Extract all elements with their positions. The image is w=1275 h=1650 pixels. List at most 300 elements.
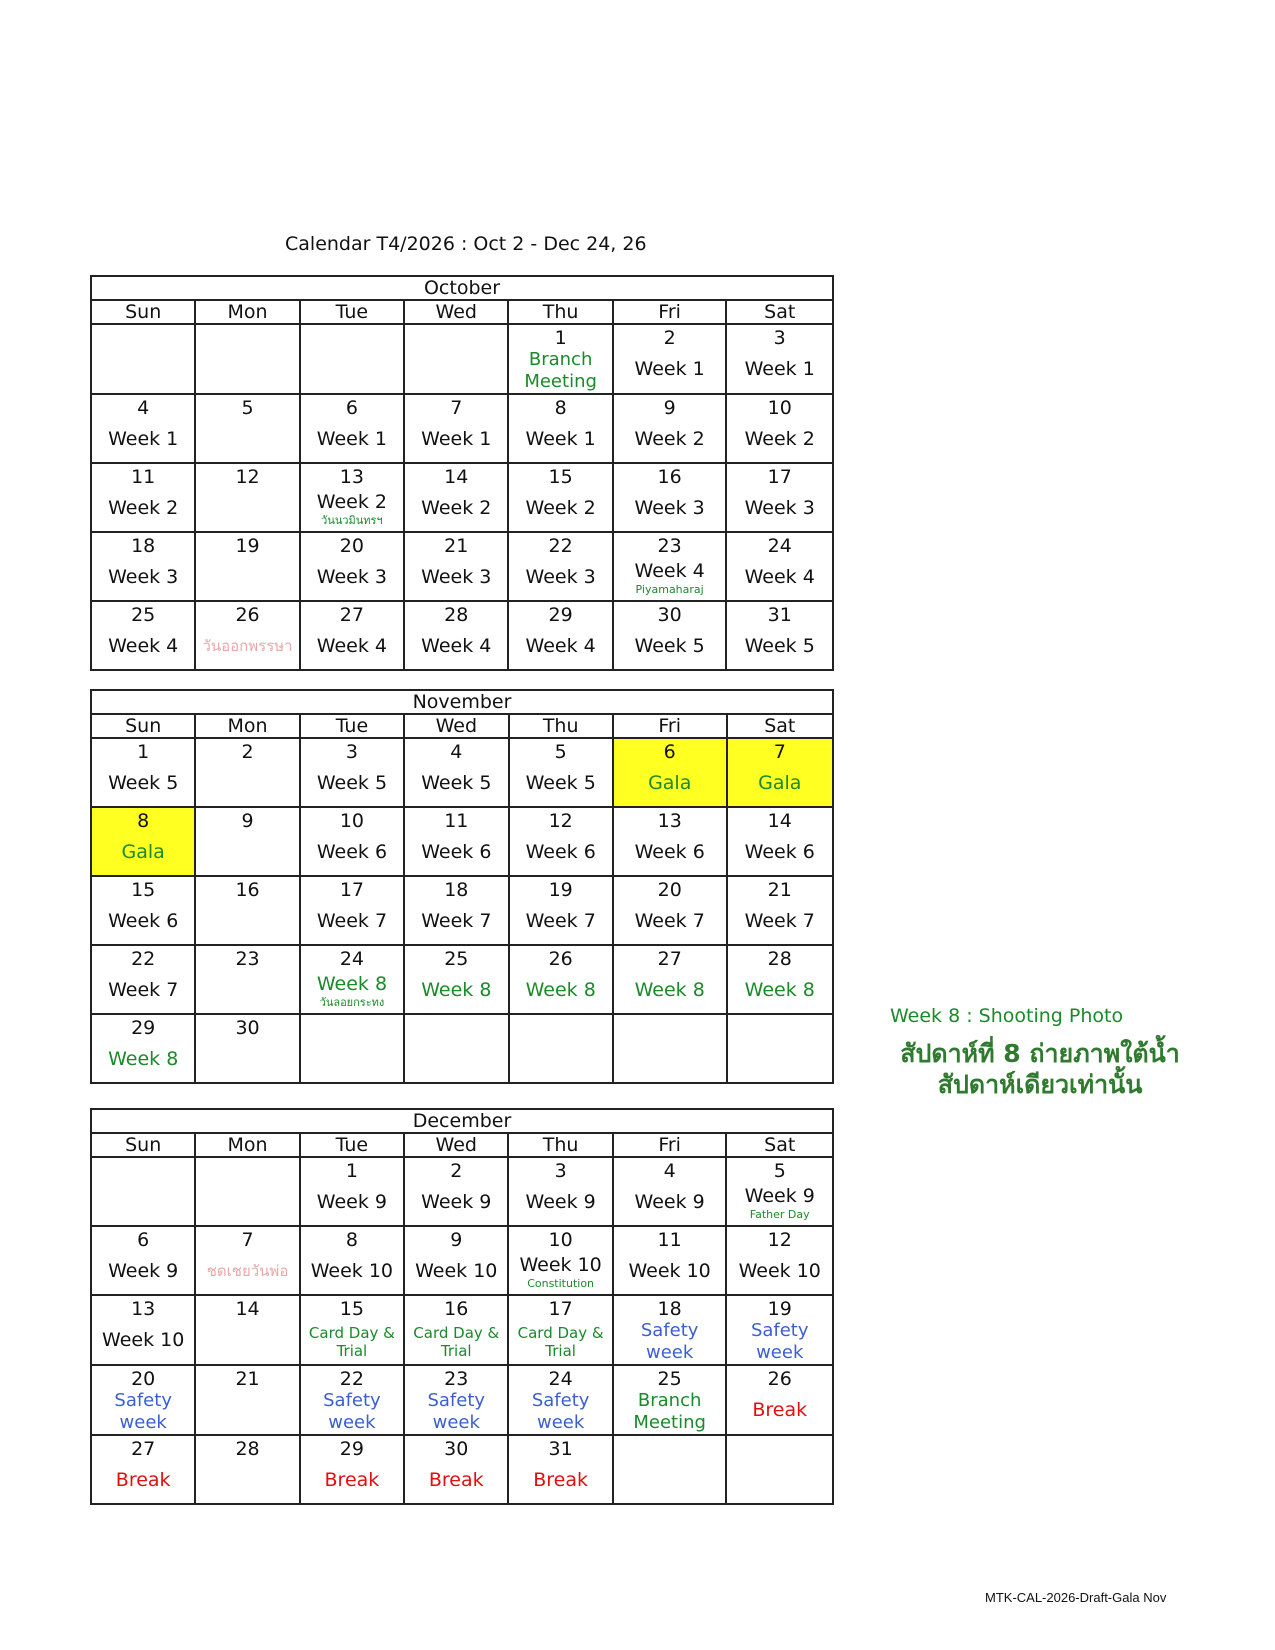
day-cell <box>404 1295 508 1365</box>
day-header-wed: Wed <box>404 1133 508 1157</box>
day-event: Week 8 <box>744 979 815 1001</box>
day-cell <box>195 807 299 876</box>
day-cell <box>195 601 299 670</box>
day-event: Week 7 <box>634 910 705 932</box>
day-number: 28 <box>444 604 469 626</box>
day-cell <box>613 738 727 807</box>
day-number <box>728 1017 832 1039</box>
day-number <box>301 327 403 349</box>
week-row <box>91 394 833 463</box>
day-number: 27 <box>339 604 364 626</box>
day-cell <box>300 1365 404 1435</box>
day-number <box>92 327 194 349</box>
day-cell <box>195 738 299 807</box>
day-number: 21 <box>235 1368 260 1390</box>
day-number <box>301 1017 403 1039</box>
day-number: 12 <box>235 466 260 488</box>
week-row <box>91 1435 833 1504</box>
day-number: 31 <box>767 604 792 626</box>
day-header-thu: Thu <box>509 714 613 738</box>
day-number: 2 <box>663 327 676 349</box>
day-header-tue: Tue <box>300 300 404 324</box>
day-event: Week 9 <box>316 1191 387 1213</box>
day-event: Week 1 <box>744 358 815 380</box>
day-header-tue: Tue <box>300 714 404 738</box>
month-name: October <box>91 276 833 300</box>
day-event: Safety week <box>323 1390 381 1433</box>
week-row <box>91 807 833 876</box>
day-cell <box>726 1226 833 1295</box>
day-number: 10 <box>339 810 365 832</box>
week8-note: Week 8 : Shooting Photo <box>890 1005 1124 1027</box>
day-header-sun: Sun <box>91 1133 195 1157</box>
day-number: 3 <box>554 1160 567 1182</box>
day-cell <box>613 1435 727 1504</box>
day-number: 11 <box>657 1229 682 1251</box>
day-number: 22 <box>131 948 156 970</box>
day-cell <box>195 876 299 945</box>
day-event: Gala <box>758 772 802 794</box>
day-number: 8 <box>345 1229 358 1251</box>
day-header-sun: Sun <box>91 714 195 738</box>
day-event: Week 9 <box>421 1191 492 1213</box>
day-number: 18 <box>444 879 469 901</box>
day-cell <box>300 1435 404 1504</box>
day-event: Week 1 <box>634 358 705 380</box>
day-cell <box>91 1365 195 1435</box>
day-cell <box>613 463 727 532</box>
day-subnote: วันลอยกระทง <box>319 996 385 1009</box>
day-event: Safety week <box>531 1390 590 1433</box>
day-cell <box>91 807 195 876</box>
day-number: 27 <box>131 1438 156 1460</box>
thai-note-line2: สัปดาห์เดียวเท่านั้น <box>937 1070 1143 1099</box>
day-event: Week 3 <box>744 497 815 519</box>
day-cell <box>509 945 613 1014</box>
thai-note-line1: สัปดาห์ที่ 8 ถ่ายภาพใต้น้ำ <box>900 1039 1180 1068</box>
day-number: 30 <box>235 1017 260 1039</box>
day-number: 9 <box>450 1229 463 1251</box>
day-cell <box>508 1157 612 1226</box>
day-number <box>92 1160 194 1182</box>
day-event: Break <box>324 1469 380 1491</box>
day-cell <box>508 324 612 394</box>
day-number: 3 <box>773 327 786 349</box>
day-event: Week 1 <box>108 428 179 450</box>
week-row <box>91 532 833 601</box>
day-cell <box>726 394 833 463</box>
day-cell <box>195 1295 299 1365</box>
day-cell <box>195 324 299 394</box>
day-cell <box>300 601 404 670</box>
week-row <box>91 601 833 670</box>
day-cell <box>300 876 404 945</box>
day-event: ชดเชยวันพ่อ <box>206 1262 289 1280</box>
day-cell <box>726 601 833 670</box>
day-header-sat: Sat <box>727 714 833 738</box>
day-cell <box>404 463 508 532</box>
day-event: Week 3 <box>634 497 705 519</box>
day-event: Week 2 <box>525 497 596 519</box>
week-row <box>91 463 833 532</box>
day-number: 28 <box>767 948 792 970</box>
day-event: Week 3 <box>525 566 596 588</box>
day-number: 29 <box>548 604 573 626</box>
day-cell <box>404 601 508 670</box>
day-event: Week 7 <box>316 910 388 932</box>
day-event: Week 7 <box>421 910 492 932</box>
day-cell <box>613 1226 727 1295</box>
day-number: 5 <box>241 397 254 419</box>
day-event: Card Day & Trial <box>517 1324 604 1360</box>
week-row <box>91 945 833 1014</box>
day-number: 13 <box>131 1298 156 1320</box>
day-cell <box>404 1435 508 1504</box>
day-header-sat: Sat <box>726 1133 833 1157</box>
week-row <box>91 876 833 945</box>
day-event: วันออกพรรษา <box>202 637 293 655</box>
day-number: 14 <box>444 466 469 488</box>
day-event: Week 6 <box>316 841 388 863</box>
day-cell <box>300 463 404 532</box>
day-cell <box>195 1014 299 1083</box>
day-header-mon: Mon <box>195 300 299 324</box>
day-cell <box>509 738 613 807</box>
day-event: Week 8 <box>108 1048 179 1070</box>
day-cell <box>404 876 508 945</box>
month-table-november <box>90 689 834 1084</box>
day-event: Break <box>428 1469 484 1491</box>
day-event: Break <box>752 1399 808 1421</box>
day-number <box>614 1438 726 1460</box>
day-number: 11 <box>131 466 156 488</box>
day-cell <box>195 1157 299 1226</box>
day-event: Week 8 <box>634 979 705 1001</box>
day-number: 10 <box>548 1229 573 1251</box>
day-number: 24 <box>767 535 792 557</box>
day-cell <box>727 1014 833 1083</box>
day-event: Safety week <box>114 1390 172 1433</box>
day-number: 29 <box>339 1438 364 1460</box>
day-cell <box>404 1014 508 1083</box>
day-number: 20 <box>339 535 364 557</box>
day-cell <box>91 601 195 670</box>
day-number: 28 <box>235 1438 260 1460</box>
day-number: 12 <box>548 810 573 832</box>
day-number: 19 <box>548 879 573 901</box>
day-cell <box>508 532 612 601</box>
day-cell <box>508 463 612 532</box>
month-table-december <box>90 1108 834 1505</box>
day-event: Week 4 <box>108 635 179 657</box>
day-cell <box>195 532 299 601</box>
day-event: Week 9 <box>525 1191 596 1213</box>
day-number: 4 <box>450 741 463 763</box>
day-event: Week 5 <box>108 772 179 794</box>
day-cell <box>91 394 195 463</box>
day-event: Gala <box>121 841 165 863</box>
day-event: Week 10 <box>102 1329 185 1351</box>
day-header-tue: Tue <box>300 1133 404 1157</box>
day-event: Week 2 <box>316 491 387 513</box>
day-header-sat: Sat <box>726 300 833 324</box>
day-cell <box>613 1157 727 1226</box>
day-header-mon: Mon <box>195 1133 299 1157</box>
day-cell <box>613 601 727 670</box>
day-number: 13 <box>657 810 682 832</box>
day-cell <box>404 945 508 1014</box>
day-number: 21 <box>444 535 469 557</box>
day-cell <box>726 463 833 532</box>
day-event: Week 6 <box>634 841 705 863</box>
day-number <box>727 1438 832 1460</box>
day-event: Safety week <box>750 1320 809 1363</box>
day-cell <box>91 532 195 601</box>
day-cell <box>300 1295 404 1365</box>
week-row <box>91 324 833 394</box>
day-cell <box>300 1014 404 1083</box>
day-number: 17 <box>548 1298 573 1320</box>
day-cell <box>91 1435 195 1504</box>
day-cell <box>404 738 508 807</box>
day-event: Safety week <box>427 1390 486 1433</box>
day-cell <box>726 324 833 394</box>
day-cell <box>613 876 727 945</box>
week-row <box>91 1014 833 1083</box>
day-event: Week 4 <box>634 560 705 582</box>
day-event: Week 6 <box>744 841 815 863</box>
day-event: Week 5 <box>525 772 596 794</box>
week-row <box>91 1295 833 1365</box>
day-cell <box>300 1157 404 1226</box>
day-event: Week 4 <box>316 635 387 657</box>
day-cell <box>195 1435 299 1504</box>
day-cell <box>726 1365 833 1435</box>
day-cell <box>509 1014 613 1083</box>
day-number: 30 <box>657 604 682 626</box>
day-number: 25 <box>131 604 156 626</box>
day-event: Break <box>115 1469 171 1491</box>
day-event: Gala <box>648 772 692 794</box>
day-number: 19 <box>767 1298 792 1320</box>
day-header-fri: Fri <box>613 300 727 324</box>
day-cell <box>404 1157 508 1226</box>
day-event: Card Day & Trial <box>308 1324 395 1360</box>
day-event: Week 5 <box>634 635 705 657</box>
day-header-sun: Sun <box>91 300 195 324</box>
day-number: 31 <box>548 1438 573 1460</box>
day-cell <box>91 463 195 532</box>
day-cell <box>91 1226 195 1295</box>
day-event: Week 6 <box>421 841 492 863</box>
day-cell <box>91 945 195 1014</box>
day-number: 15 <box>339 1298 364 1320</box>
day-cell <box>195 1365 299 1435</box>
day-cell <box>300 394 404 463</box>
day-number: 16 <box>235 879 260 901</box>
thai-note <box>880 1038 1200 1100</box>
day-number: 20 <box>657 879 682 901</box>
day-cell <box>300 807 404 876</box>
day-number: 9 <box>241 810 254 832</box>
day-event: Week 1 <box>525 428 596 450</box>
day-event: Week 8 <box>525 979 596 1001</box>
day-event: Week 9 <box>744 1185 815 1207</box>
day-cell <box>91 876 195 945</box>
day-header-mon: Mon <box>195 714 299 738</box>
day-cell <box>613 532 727 601</box>
day-cell <box>195 463 299 532</box>
day-cell <box>300 738 404 807</box>
day-event: Week 8 <box>316 973 388 995</box>
day-number: 16 <box>444 1298 469 1320</box>
day-event: Safety week <box>640 1320 699 1363</box>
day-number: 1 <box>345 1160 358 1182</box>
day-event: Week 2 <box>108 497 179 519</box>
day-event: Week 4 <box>744 566 815 588</box>
day-header-thu: Thu <box>508 1133 612 1157</box>
month-table-october <box>90 275 834 671</box>
day-header-fri: Fri <box>613 714 727 738</box>
day-number: 8 <box>554 397 567 419</box>
day-event: Week 1 <box>421 428 492 450</box>
day-event: Week 2 <box>744 428 815 450</box>
day-event: Branch Meeting <box>524 349 597 392</box>
day-cell <box>91 324 195 394</box>
day-number: 19 <box>235 535 260 557</box>
day-subnote: Father Day <box>749 1208 810 1221</box>
day-number: 17 <box>339 879 365 901</box>
day-event: Break <box>533 1469 588 1491</box>
day-number: 26 <box>548 948 573 970</box>
day-number: 2 <box>450 1160 463 1182</box>
day-cell <box>508 1365 612 1435</box>
day-number: 13 <box>339 466 364 488</box>
day-cell <box>613 394 727 463</box>
day-number: 27 <box>657 948 682 970</box>
day-cell <box>508 601 612 670</box>
day-event: Week 9 <box>108 1260 179 1282</box>
day-number: 9 <box>663 397 676 419</box>
day-number: 6 <box>137 1229 150 1251</box>
day-number: 26 <box>235 604 260 626</box>
day-cell <box>300 532 404 601</box>
day-number: 5 <box>773 1160 786 1182</box>
day-event: Week 10 <box>738 1260 821 1282</box>
day-cell <box>404 807 508 876</box>
day-number: 6 <box>663 741 676 763</box>
day-event: Week 1 <box>316 428 387 450</box>
day-cell <box>508 1226 612 1295</box>
day-cell <box>91 1014 195 1083</box>
day-number: 1 <box>137 741 150 763</box>
day-event: Week 7 <box>108 979 179 1001</box>
day-cell <box>195 394 299 463</box>
month-name: December <box>91 1109 833 1133</box>
day-number: 25 <box>657 1368 682 1390</box>
day-number: 24 <box>339 948 365 970</box>
day-number: 26 <box>767 1368 792 1390</box>
day-subnote: Constitution <box>527 1277 595 1290</box>
day-number: 4 <box>137 397 150 419</box>
day-number: 18 <box>131 535 156 557</box>
day-number: 3 <box>345 741 358 763</box>
day-number: 4 <box>663 1160 676 1182</box>
day-header-fri: Fri <box>613 1133 727 1157</box>
day-header-wed: Wed <box>404 714 508 738</box>
day-event: Week 7 <box>744 910 815 932</box>
day-header-thu: Thu <box>508 300 612 324</box>
day-number <box>614 1017 726 1039</box>
day-event: Week 9 <box>634 1191 705 1213</box>
day-number <box>405 327 507 349</box>
day-event: Week 5 <box>421 772 492 794</box>
day-event: Week 6 <box>525 841 596 863</box>
day-cell <box>726 532 833 601</box>
day-event: Week 5 <box>316 772 388 794</box>
day-cell <box>404 532 508 601</box>
day-cell <box>300 324 404 394</box>
day-cell <box>300 945 404 1014</box>
day-number: 22 <box>548 535 573 557</box>
day-cell <box>195 1226 299 1295</box>
day-cell <box>91 1157 195 1226</box>
day-event: Week 4 <box>421 635 492 657</box>
day-number: 25 <box>444 948 469 970</box>
day-number: 16 <box>657 466 682 488</box>
day-cell <box>613 1014 727 1083</box>
day-number: 8 <box>137 810 150 832</box>
day-cell <box>404 394 508 463</box>
day-subnote: Piyamaharaj <box>635 583 704 596</box>
day-number: 21 <box>767 879 792 901</box>
day-number: 2 <box>241 741 254 763</box>
day-number: 7 <box>773 741 786 763</box>
day-number: 6 <box>345 397 358 419</box>
day-event: Branch Meeting <box>633 1390 706 1433</box>
week-row <box>91 1157 833 1226</box>
day-number: 23 <box>657 535 682 557</box>
day-event: Week 4 <box>525 635 596 657</box>
day-event: Card Day & Trial <box>413 1324 500 1360</box>
day-event: Week 3 <box>108 566 179 588</box>
day-cell <box>509 876 613 945</box>
day-event: Week 10 <box>310 1260 394 1282</box>
day-cell <box>91 738 195 807</box>
day-number <box>405 1017 507 1039</box>
day-event: Week 5 <box>744 635 815 657</box>
day-number: 15 <box>131 879 156 901</box>
day-header-wed: Wed <box>404 300 508 324</box>
day-cell <box>91 1295 195 1365</box>
day-event: Week 10 <box>519 1254 602 1276</box>
day-cell <box>727 738 833 807</box>
day-number: 7 <box>241 1229 254 1251</box>
day-number: 5 <box>554 741 567 763</box>
day-event: Week 2 <box>421 497 492 519</box>
day-number: 15 <box>548 466 573 488</box>
day-number: 1 <box>554 327 567 349</box>
page-title: Calendar T4/2026 : Oct 2 - Dec 24, 26 <box>285 233 647 255</box>
day-cell <box>613 324 727 394</box>
day-number: 10 <box>767 397 792 419</box>
day-number: 17 <box>767 466 792 488</box>
day-number: 23 <box>444 1368 469 1390</box>
day-number: 14 <box>767 810 792 832</box>
day-number <box>196 327 298 349</box>
day-cell <box>726 1157 833 1226</box>
day-event: Week 2 <box>634 428 705 450</box>
